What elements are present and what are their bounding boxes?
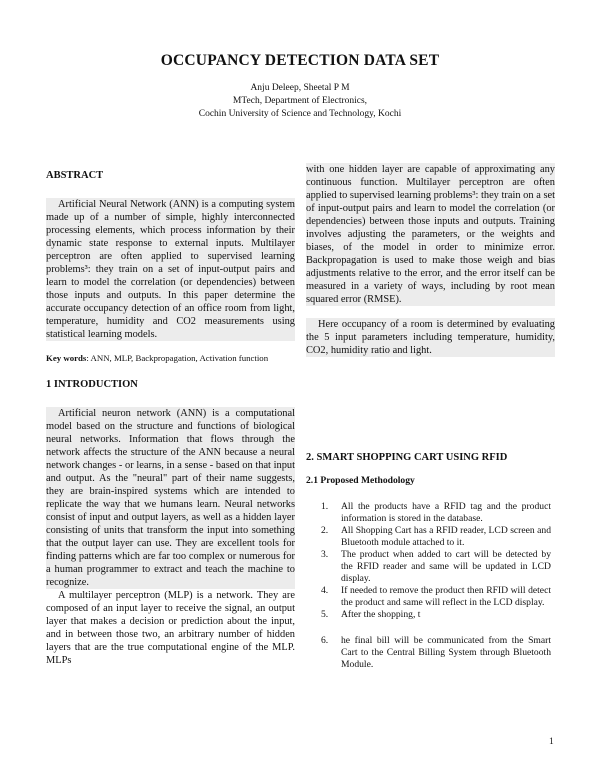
keywords-list: : ANN, MLP, Backpropagation, Activation function (86, 353, 269, 363)
author-department: MTech, Department of Electronics, (232, 96, 368, 106)
paper-title: OCCUPANCY DETECTION DATA SET (160, 52, 440, 69)
methodology-list (306, 501, 555, 671)
page-number: 1 (549, 737, 554, 747)
occupancy-paragraph: Here occupancy of a room is determined by evaluating the 5 input parameters including temperature, humidity, CO2, humidity ratio and light. (306, 319, 555, 356)
keywords-label: Key words (46, 353, 87, 363)
section-2-heading: 2. SMART SHOPPING CART USING RFID (306, 452, 508, 463)
keywords (46, 353, 295, 364)
intro-paragraph-1: Artificial neuron network (ANN) is a computational model based on the structure and functions of biological neural networks. Information that flows through the network affects the structure of the ANN because a neural network changes - or learns, in a sense - based on that input and output. As the "neural" part of their name suggests, they are brain-inspired systems which are intended to replicate the way that we humans learn. Neural networks consist of input and output layers, as well as a hidden layer consisting of units that transform the input into something that the output layer can use. They are excellent tools for finding patterns which are far too complex or numerous for a human programmer to extract and teach the machine to recognize. (46, 407, 295, 588)
list-item: 4. If needed to remove the product then RFID will detect the product and same will reflect in the LCD display. (321, 585, 551, 608)
list-item: 3. The product when added to cart will be detected by the RFID reader and same will be updated in LCD display. (321, 549, 551, 584)
abstract-text: Artificial Neural Network (ANN) is a computing system made up of a number of simple, highly interconnected processing elements, which process information by their dynamic state response to external inputs. Multilayer perceptron are often applied to supervised learning problems³: they train on a set of input-output pairs and learn to model the correlation (or dependencies) between those inputs and outputs. In this paper determine the accurate occupancy detection of an office room from light, temperature, humidity and CO2 measurements using statistical learning models. (46, 199, 295, 340)
intro-heading: 1 INTRODUCTION (46, 378, 138, 390)
list-item: 6. he final bill will be communicated from the Smart Cart to the Central Billing System through Bluetooth Module. (321, 635, 551, 670)
abstract-heading: ABSTRACT (46, 170, 104, 181)
right-column (306, 163, 555, 671)
left-column (46, 163, 295, 667)
methodology-heading: 2.1 Proposed Methodology (306, 475, 415, 486)
author-names: Anju Deleep, Sheetal P M (250, 83, 350, 93)
author-university: Cochin University of Science and Technology, Kochi (198, 109, 402, 119)
list-item: 1. All the products have a RFID tag and the product information is stored in the database. (321, 501, 551, 524)
intro-paragraph-2: A multilayer perceptron (MLP) is a network. They are composed of an input layer to receive the signal, an output layer that makes a decision or prediction about the input, and in between those two, an arbitrary number of hidden layers that are the true computational engine of the MLP. MLPs (46, 589, 295, 666)
mlp-paragraph: with one hidden layer are capable of approximating any continuous function. Multilayer perceptron are often applied to supervised learning problems³: they train on a set of input-output pairs and learn to model the correlation (or dependencies) between those inputs and outputs. Training involves adjusting the parameters, or the weights and biases, of the model in order to minimize error. Backpropagation is used to make those weigh and bias adjustments relative to the error, and the error itself can be measured in a variety of ways, including by root mean squared error (RMSE). (306, 164, 555, 305)
list-item: 5. After the shopping, t (321, 609, 421, 620)
list-item: 2. All Shopping Cart has a RFID reader, LCD screen and Bluetooth module attached to it. (321, 525, 551, 548)
